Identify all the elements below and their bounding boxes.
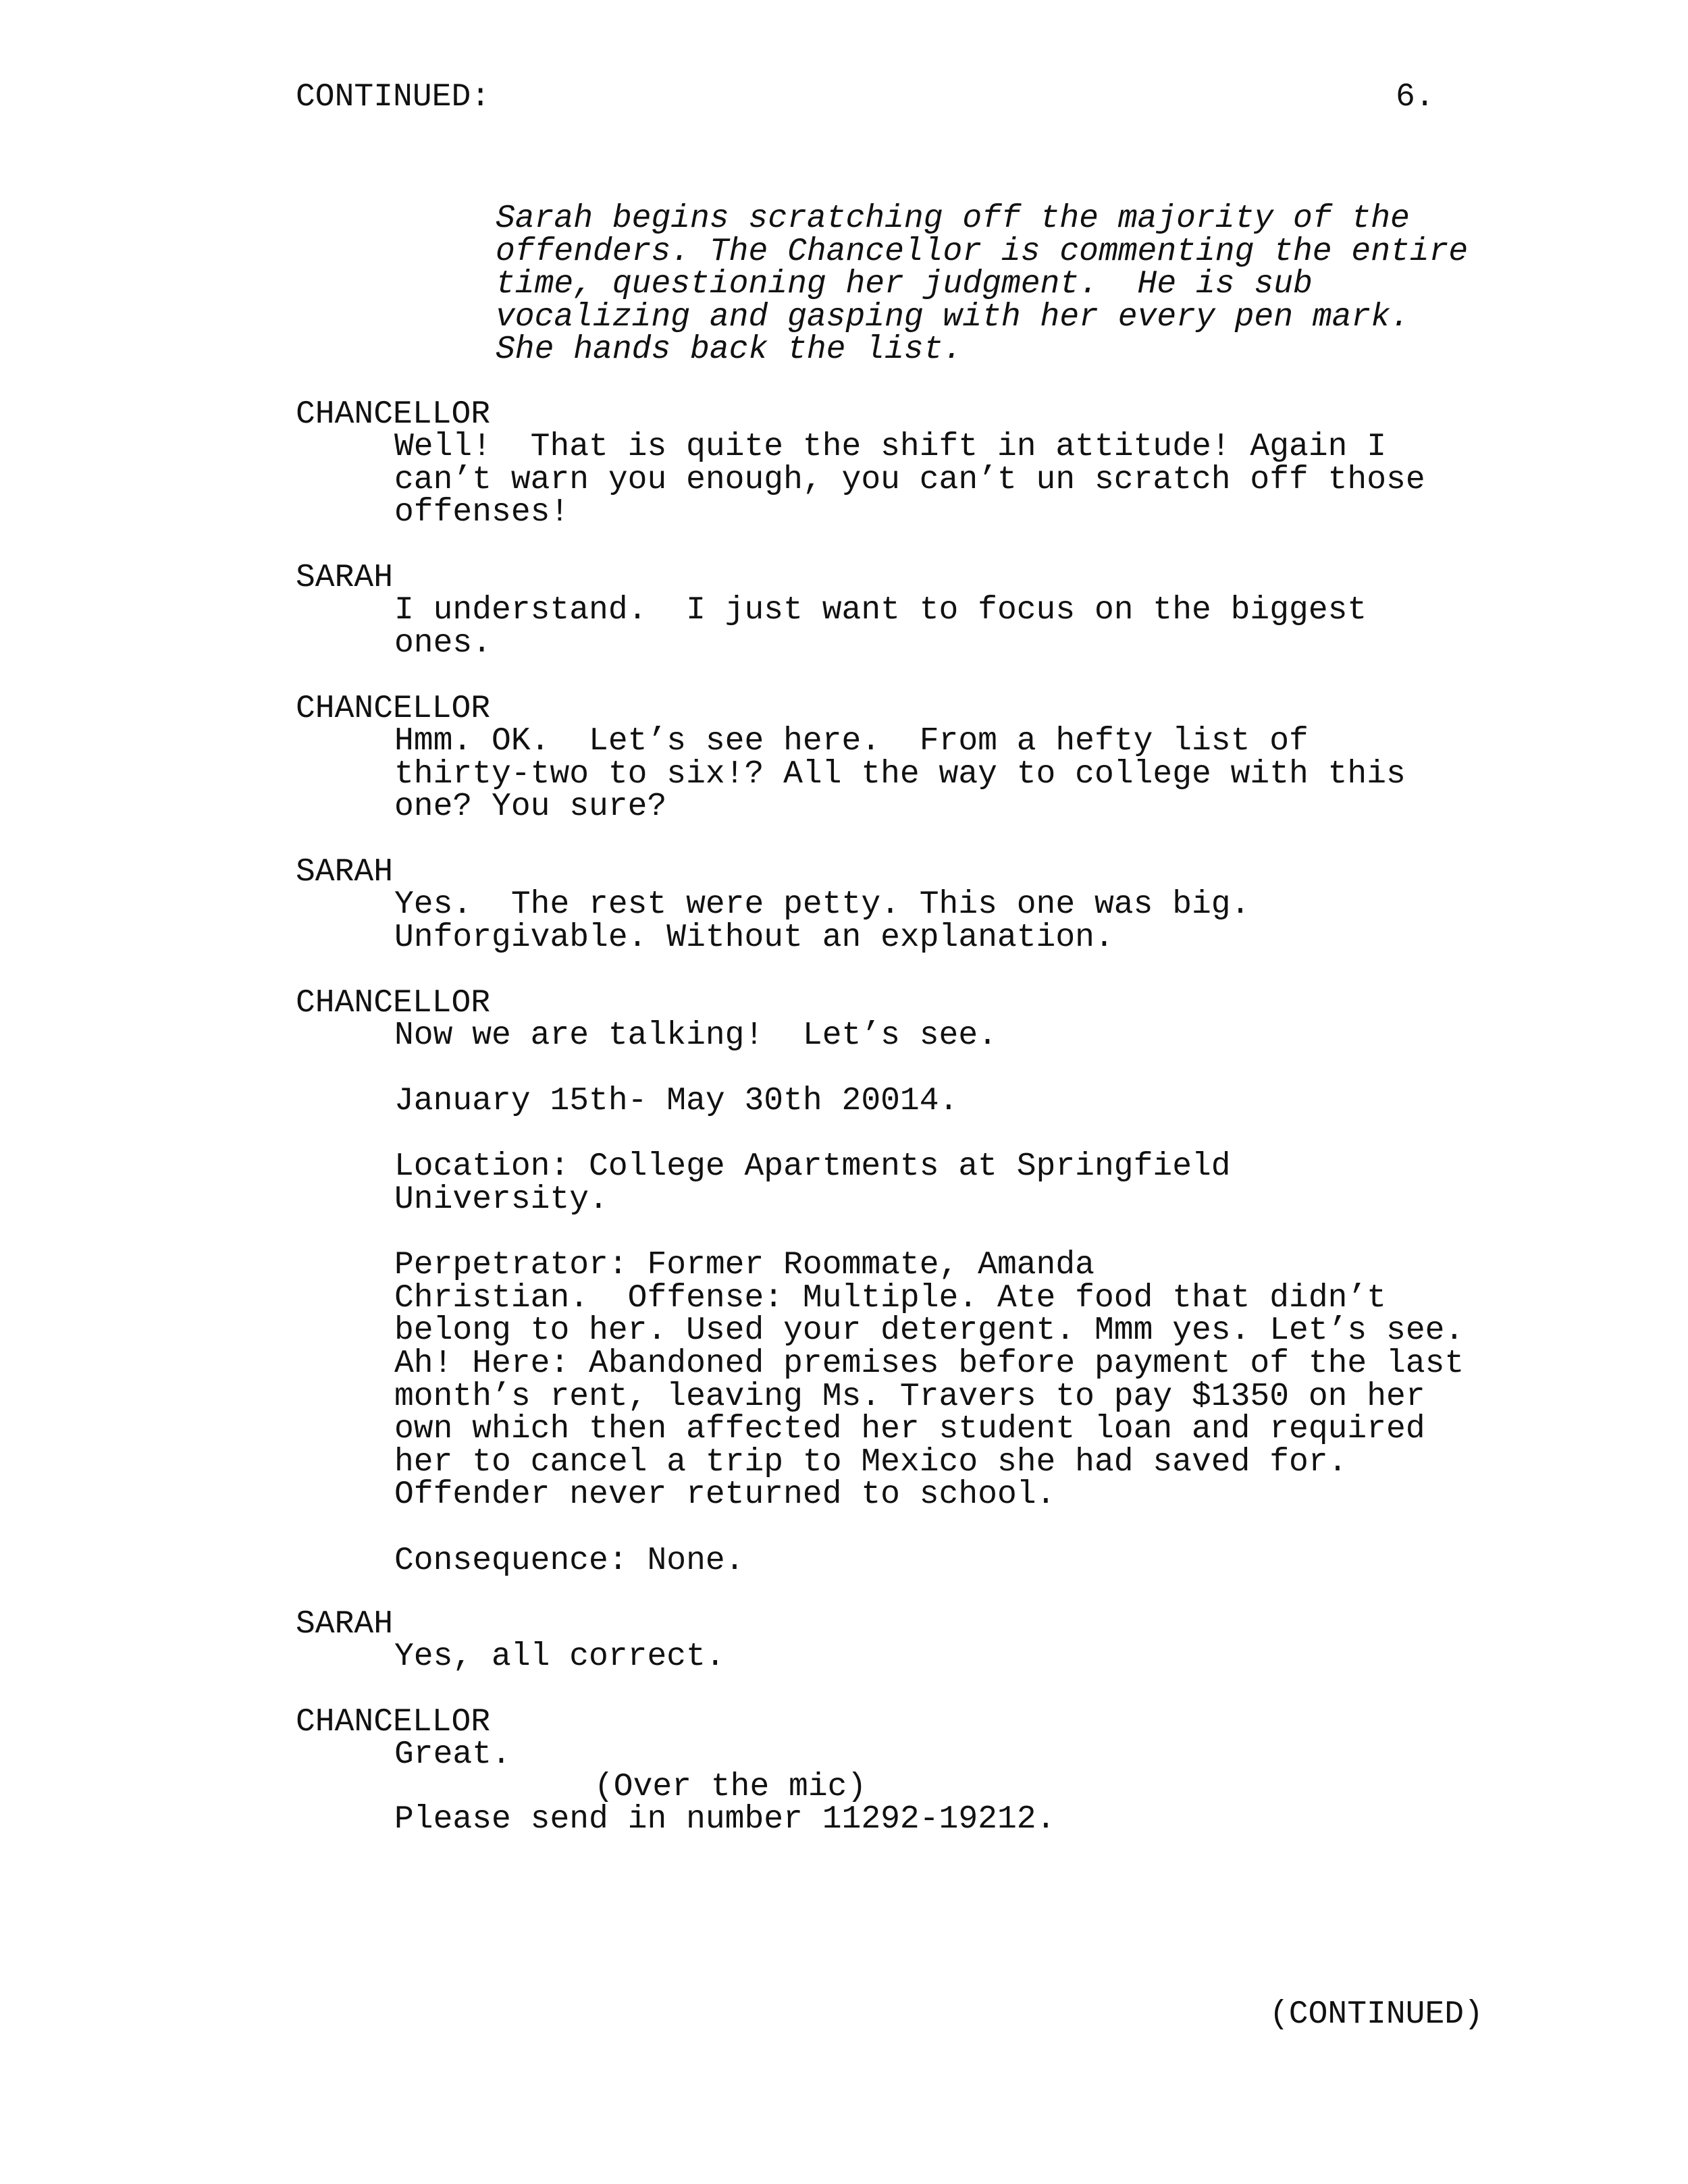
character-name: CHANCELLOR [296,691,491,727]
dialogue-text: Hmm. OK. Let’s see here. From a hefty list of thirty-two to six!? All the way to college with this one? You sure? [394,723,1406,826]
continued-footer: (CONTINUED) [1269,1996,1483,2033]
continued-header: CONTINUED: [296,79,491,115]
page-number: 6. [1396,79,1435,115]
character-name: CHANCELLOR [296,1704,491,1740]
character-name: SARAH [296,854,394,890]
dialogue-text: Great. [394,1736,511,1773]
character-name: CHANCELLOR [296,396,491,433]
character-name: CHANCELLOR [296,985,491,1021]
action-block: Sarah begins scratching off the majority of the offenders. The Chancellor is commenting the entire time, questioning her judgment. He is sub vocalizing and gasping with her every pen mark. She hands back the list. [496,201,1469,369]
dialogue-text: Please send in number 11292-19212. [394,1801,1056,1838]
character-name: SARAH [296,560,394,596]
dialogue-text: Yes. The rest were petty. This one was big. Unforgivable. Without an explanation. [394,886,1250,956]
character-name: SARAH [296,1606,394,1643]
dialogue-text: Well! That is quite the shift in attitude! Again I can’t warn you enough, you can’t un scratch off those offenses! [394,429,1425,531]
dialogue-text: I understand. I just want to focus on the biggest ones. [394,592,1367,662]
parenthetical: (Over the mic) [594,1769,867,1805]
dialogue-text: Now we are talking! Let’s see. January 15th- May 30th 20014. Location: College Apartments at Springfield University. Perpetrator: Former Roommate, Amanda Christian. Offense: Multiple. Ate food that didn’t belong to her. Used your detergent. Mmm yes. Let’s see. Ah! Here: Abandoned premises before payment of the last month’s rent, leaving Ms. Travers to pay $1350 on her own which then affected her student loan and required her to cancel a trip to Mexico she had saved for. Offender never returned to school. Consequence: None. [394,1017,1465,1579]
dialogue-text: Yes, all correct. [394,1639,725,1675]
